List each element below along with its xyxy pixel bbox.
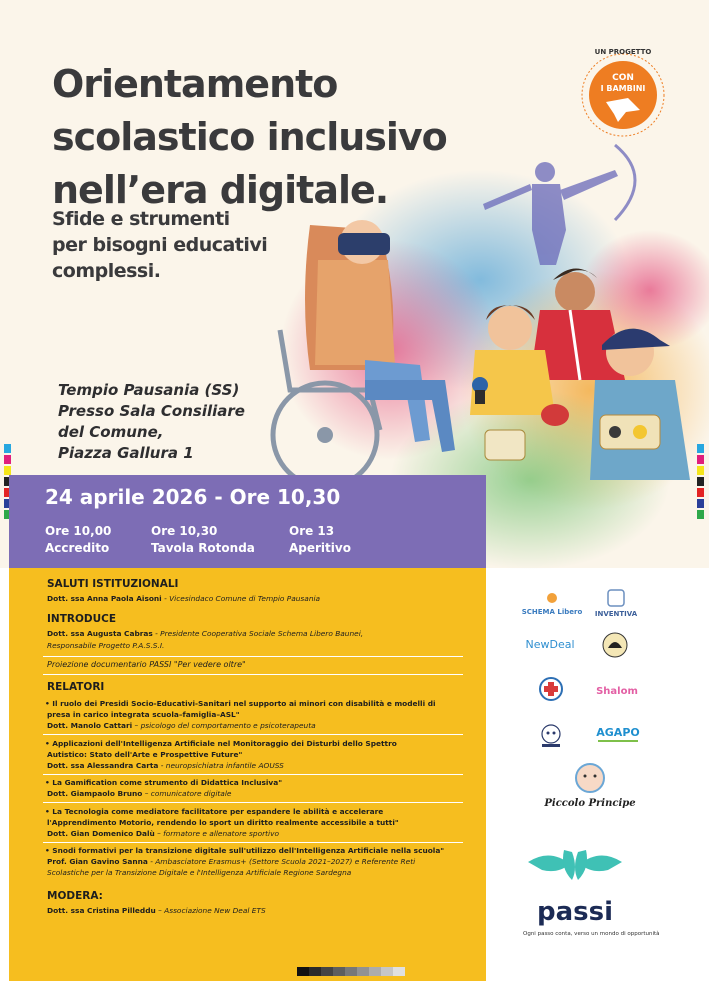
- speaker-name: Dott. ssa Cristina Pilleddu: [47, 906, 156, 915]
- modera-line: [47, 906, 266, 916]
- venue-line: Presso Sala Consiliare: [58, 402, 245, 420]
- speaker-role-cont: Responsabile Progetto P.A.S.S.I.: [47, 641, 165, 650]
- schedule-item: [45, 523, 111, 557]
- divider: [43, 774, 463, 775]
- badge-ring-text: UN PROGETTO: [594, 48, 652, 56]
- speaker-name: Prof. Gian Gavino Sanna: [47, 857, 148, 866]
- svg-text:NewDeal: NewDeal: [525, 638, 575, 651]
- schedule-item: [151, 523, 255, 557]
- svg-text:AGAPO: AGAPO: [596, 726, 640, 739]
- svg-text:Piccolo Principe: Piccolo Principe: [544, 798, 636, 809]
- talk-speaker: [47, 857, 415, 867]
- schedule-time: Ore 13: [289, 524, 335, 538]
- introduce-line: [47, 629, 363, 639]
- modera-heading: MODERA:: [47, 890, 103, 902]
- speaker-role-cont: Scolastiche per la Transizione Digitale e l'Intelligenza Artificiale Regione Sardegna: [47, 868, 352, 877]
- divider: [43, 802, 463, 803]
- schedule-time: Ore 10,30: [151, 524, 218, 538]
- venue-line: del Comune,: [58, 423, 164, 441]
- introduce-line-2: [47, 641, 164, 651]
- inventiva-logo: [590, 588, 642, 622]
- talk-title: • Snodi formativi per la transizione digitale sull'utilizzo dell'Intelligenza Artificiale nella scuola": [45, 846, 445, 855]
- svg-text:SCHEMA Libero: SCHEMA Libero: [521, 608, 583, 616]
- speaker-role: - Vicesindaco Comune di Tempio Pausania: [161, 594, 321, 603]
- subtitle-line: complessi.: [52, 260, 161, 282]
- divider: [43, 674, 463, 675]
- svg-text:INVENTIVA: INVENTIVA: [594, 610, 638, 618]
- subtitle-line: per bisogni educativi: [52, 234, 268, 256]
- title-line: nell’era digitale.: [52, 168, 389, 212]
- date-banner: [9, 475, 486, 571]
- svg-text:passi: passi: [536, 897, 614, 927]
- speaker-role: – formatore e allenatore sportivo: [154, 829, 279, 838]
- badge-line2: I BAMBINI: [600, 84, 646, 93]
- speaker-role: – psicologo del comportamento e psicoterapeuta: [132, 721, 316, 730]
- schedule-label: Tavola Rotonda: [151, 541, 255, 555]
- speaker-name: Dott. Giampaolo Bruno: [47, 789, 143, 798]
- introduce-heading: INTRODUCE: [47, 613, 116, 625]
- partner-circle-logo: [600, 630, 630, 660]
- schedule-label: Aperitivo: [289, 541, 351, 555]
- schedule-time: Ore 10,00: [45, 524, 112, 538]
- speaker-name: Dott. ssa Augusta Cabras: [47, 629, 153, 638]
- talk-title: l'Apprendimento Motorio, rendendo lo sport un diritto realmente accessibile a tutti": [47, 818, 399, 827]
- talk-speaker: [47, 721, 316, 731]
- talk-speaker: [47, 789, 231, 799]
- agapo-logo: [590, 722, 646, 748]
- talk-title: • Il ruolo dei Presidi Socio-Educativi-Sanitari nel supporto ai minori con disabilità e modelli di: [45, 699, 436, 708]
- cross-emblem-logo: [538, 676, 564, 702]
- speaker-role: – comunicatore digitale: [142, 789, 232, 798]
- talk-title: Autistico: Stato dell'Arte e Prospettive Future": [47, 750, 243, 759]
- speaker-name: Dott. Gian Domenico Dalù: [47, 829, 155, 838]
- passi-tagline: Ogni passo conta, verso un mondo di opportunità: [523, 931, 660, 937]
- speaker-name: Dott. ssa Alessandra Carta: [47, 761, 159, 770]
- poster-title: [52, 58, 447, 217]
- talk-title: • La Tecnologia come mediatore facilitatore per espandere le abilità e accelerare: [45, 807, 384, 816]
- talk-speaker-2: [47, 868, 351, 878]
- proiezione-text: Proiezione documentario PASSI "Per vedere oltre": [47, 660, 246, 669]
- newdeal-logo: [522, 632, 578, 658]
- schedule-item: [289, 523, 351, 557]
- divider: [43, 842, 463, 843]
- svg-text:Shalom: Shalom: [596, 686, 638, 697]
- poster-subtitle: [52, 206, 267, 284]
- piccolo-principe-logo: [544, 762, 636, 810]
- proiezione-line: [47, 660, 246, 670]
- mascot-logo: [534, 722, 568, 750]
- passi-logo: [520, 840, 630, 932]
- speaker-name: Dott. ssa Anna Paola Aisoni: [47, 594, 162, 603]
- speaker-name: Dott. Manolo Cattari: [47, 721, 133, 730]
- divider: [43, 656, 463, 657]
- event-date: 24 aprile 2026 - Ore 10,30: [45, 485, 341, 509]
- saluti-heading: SALUTI ISTITUZIONALI: [47, 578, 179, 590]
- shalom-logo: [592, 678, 642, 702]
- schema-libero-logo: [522, 590, 582, 620]
- talk-title: • Applicazioni dell'Intelligenza Artificiale nel Monitoraggio dei Disturbi dello Spettro: [45, 739, 397, 748]
- relatori-heading: RELATORI: [47, 681, 105, 693]
- venue-line: Tempio Pausania (SS): [58, 381, 240, 399]
- title-line: scolastico inclusivo: [52, 115, 447, 159]
- con-i-bambini-badge: [568, 40, 678, 150]
- speaker-role: - Presidente Cooperativa Sociale Schema Libero Baunei,: [152, 629, 364, 638]
- talk-speaker: [47, 829, 279, 839]
- talk-title: • La Gamification come strumento di Didattica Inclusiva": [45, 778, 283, 787]
- subtitle-line: Sfide e strumenti: [52, 208, 230, 230]
- talk-speaker: [47, 761, 284, 771]
- program-panel: [9, 568, 486, 981]
- venue-info: [58, 380, 245, 464]
- schedule-label: Accredito: [45, 541, 110, 555]
- venue-line: Piazza Gallura 1: [58, 444, 194, 462]
- speaker-role: - Ambasciatore Erasmus+ (Settore Scuola 2021–2027) e Referente Reti: [147, 857, 416, 866]
- saluti-line: [47, 594, 320, 604]
- speaker-role: – Associazione New Deal ETS: [155, 906, 266, 915]
- divider: [43, 734, 463, 735]
- title-line: Orientamento: [52, 62, 338, 106]
- speaker-role: - neuropsichiatra infantile AOUSS: [158, 761, 284, 770]
- badge-line1: CON: [612, 73, 634, 83]
- talk-title: presa in carico integrata scuola–famiglia–ASL": [47, 710, 240, 719]
